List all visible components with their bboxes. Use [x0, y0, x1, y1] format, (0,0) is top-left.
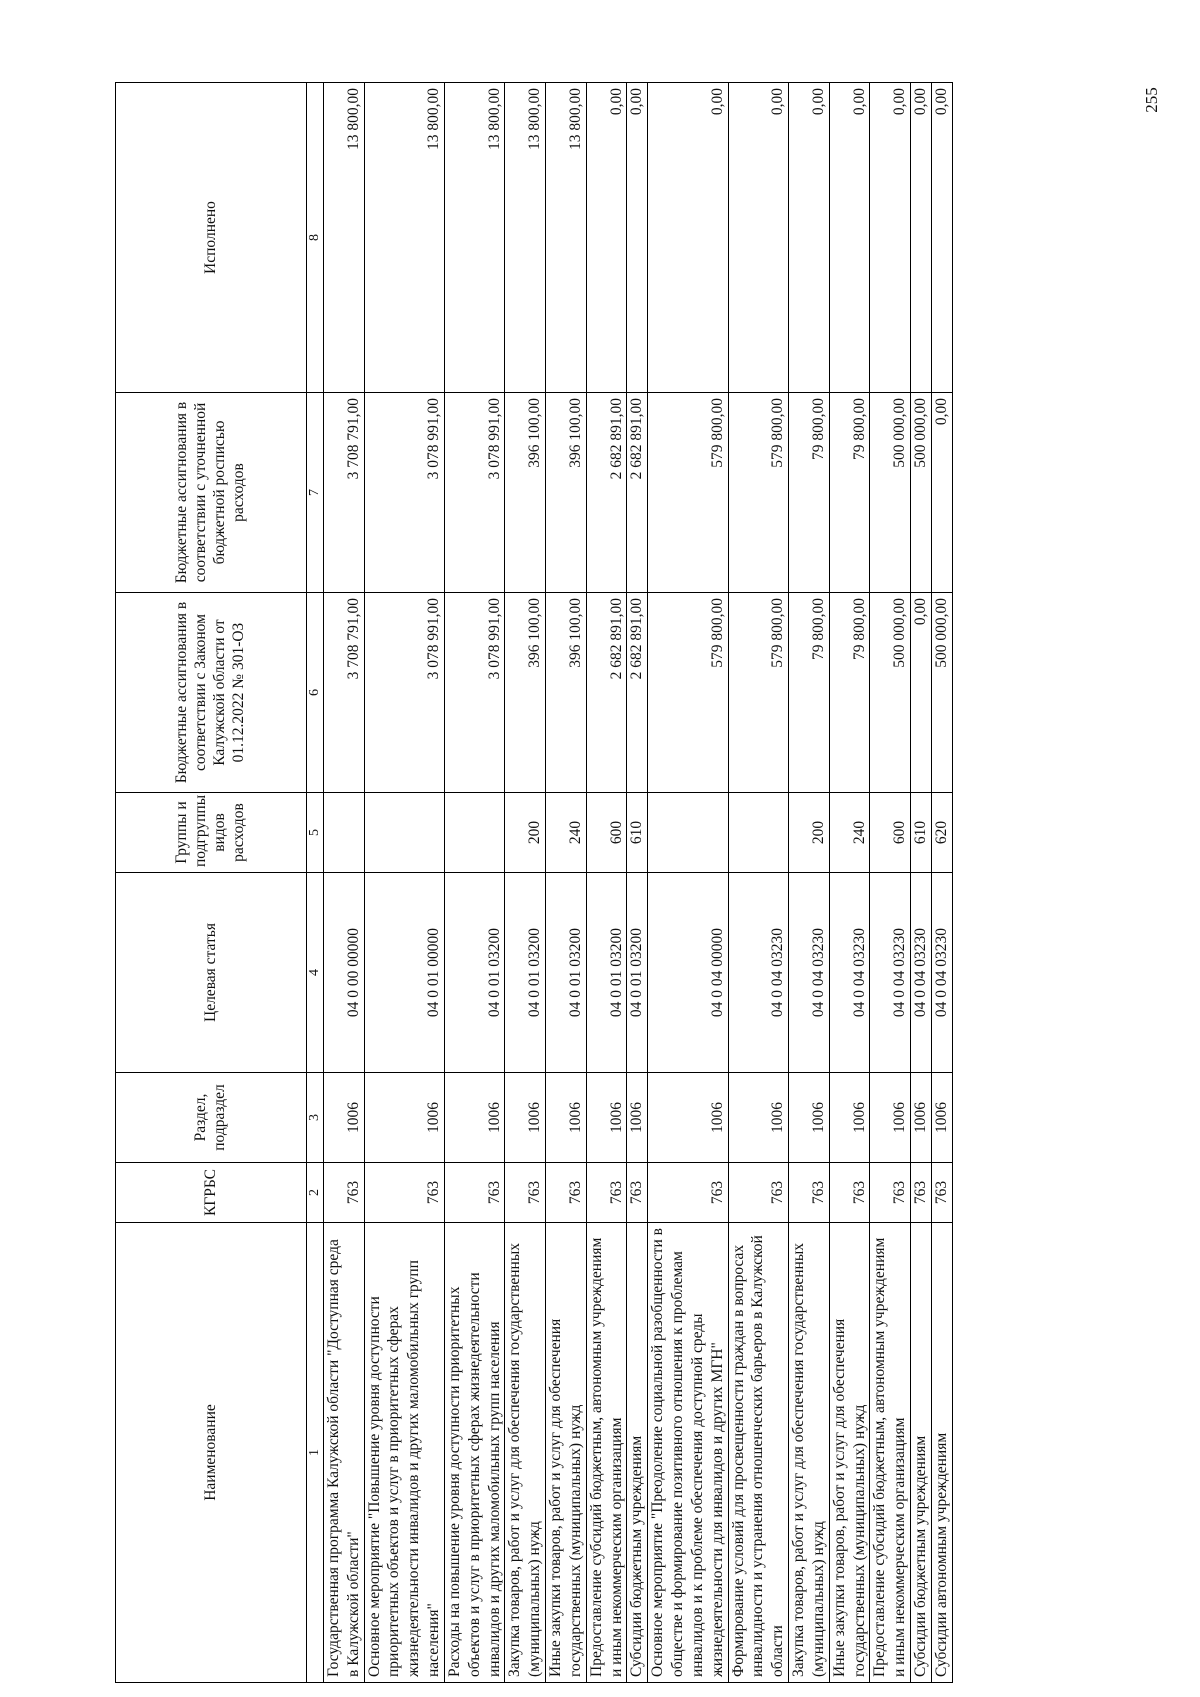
- header-name: Наименование: [116, 1223, 307, 1683]
- table-row: [911, 83, 932, 1683]
- cell-executed: 13 800,00: [546, 83, 587, 393]
- cell-refined: 2 682 891,00: [627, 393, 648, 593]
- cell-group: 610: [627, 793, 648, 873]
- table-row: [364, 83, 444, 1683]
- cell-name: Субсидии автономным учреждениям: [931, 1223, 952, 1683]
- cell-target: 04 0 01 03200: [627, 873, 648, 1073]
- cell-refined: 500 000,00: [870, 393, 911, 593]
- cell-section: 1006: [870, 1073, 911, 1163]
- cell-law: 0,00: [911, 593, 932, 793]
- cell-ktrbs: 763: [728, 1163, 788, 1223]
- cell-law: 3 708 791,00: [324, 593, 365, 793]
- header-ktrbs: КГРБС: [116, 1163, 307, 1223]
- cell-refined: 2 682 891,00: [586, 393, 627, 593]
- cell-refined: 3 078 991,00: [364, 393, 444, 593]
- cell-ktrbs: 763: [648, 1163, 728, 1223]
- cell-group: 620: [931, 793, 952, 873]
- cell-executed: 13 800,00: [364, 83, 444, 393]
- cell-ktrbs: 763: [586, 1163, 627, 1223]
- header-section: Раздел, подраздел: [116, 1073, 307, 1163]
- cell-name: Расходы на повышение уровня доступности приоритетных объектов и услуг в приоритетных сферах жизнедеятельности инвалидов и других маломобильных групп населения: [444, 1223, 504, 1683]
- cell-refined: 396 100,00: [546, 393, 587, 593]
- column-number: 6: [307, 593, 324, 793]
- cell-group: [364, 793, 444, 873]
- budget-table-container: [115, 83, 1010, 1683]
- cell-name: Предоставление субсидий бюджетным, автономным учреждениям и иным некоммерческим организациям: [870, 1223, 911, 1683]
- cell-law: 3 078 991,00: [444, 593, 504, 793]
- cell-executed: 0,00: [931, 83, 952, 393]
- cell-ktrbs: 763: [546, 1163, 587, 1223]
- header-law: Бюджетные ассигнования в соответствии с Законом Калужской области от 01.12.2022 № 301-ОЗ: [116, 593, 307, 793]
- cell-target: 04 0 04 03230: [829, 873, 870, 1073]
- table-row: [728, 83, 788, 1683]
- cell-group: [728, 793, 788, 873]
- cell-ktrbs: 763: [931, 1163, 952, 1223]
- header-executed: Исполнено: [116, 83, 307, 393]
- cell-target: 04 0 04 03230: [728, 873, 788, 1073]
- cell-section: 1006: [627, 1073, 648, 1163]
- cell-group: 200: [505, 793, 546, 873]
- cell-executed: 0,00: [870, 83, 911, 393]
- cell-refined: 500 000,00: [911, 393, 932, 593]
- cell-executed: 13 800,00: [324, 83, 365, 393]
- header-row: [116, 83, 307, 1683]
- cell-executed: 0,00: [586, 83, 627, 393]
- cell-executed: 0,00: [627, 83, 648, 393]
- cell-name: Субсидии бюджетным учреждениям: [627, 1223, 648, 1683]
- cell-executed: 0,00: [728, 83, 788, 393]
- cell-group: 240: [546, 793, 587, 873]
- cell-ktrbs: 763: [444, 1163, 504, 1223]
- cell-refined: 396 100,00: [505, 393, 546, 593]
- header-target: Целевая статья: [116, 873, 307, 1073]
- cell-group: [324, 793, 365, 873]
- cell-law: 2 682 891,00: [586, 593, 627, 793]
- cell-executed: 0,00: [829, 83, 870, 393]
- cell-section: 1006: [789, 1073, 830, 1163]
- cell-refined: 579 800,00: [648, 393, 728, 593]
- cell-group: 610: [911, 793, 932, 873]
- table-row: [648, 83, 728, 1683]
- table-row: [627, 83, 648, 1683]
- cell-target: 04 0 01 03200: [505, 873, 546, 1073]
- cell-law: 500 000,00: [931, 593, 952, 793]
- cell-executed: 0,00: [911, 83, 932, 393]
- cell-name: Основное мероприятие "Преодоление социальной разобщенности в обществе и формирование позитивного отношения к проблемам инвалидов и к проблеме обеспечения доступной среды жизнедеятельности для инвалидов и других МГН": [648, 1223, 728, 1683]
- cell-name: Закупка товаров, работ и услуг для обеспечения государственных (муниципальных) нужд: [789, 1223, 830, 1683]
- cell-name: Формирование условий для просвещенности граждан в вопросах инвалидности и устранения отношенческих барьеров в Калужской области: [728, 1223, 788, 1683]
- cell-ktrbs: 763: [789, 1163, 830, 1223]
- header-refined: Бюджетные ассигнования в соответствии с уточненной бюджетной росписью расходов: [116, 393, 307, 593]
- cell-law: 3 078 991,00: [364, 593, 444, 793]
- cell-name: Иные закупки товаров, работ и услуг для обеспечения государственных (муниципальных) нужд: [546, 1223, 587, 1683]
- table-row: [789, 83, 830, 1683]
- cell-law: 500 000,00: [870, 593, 911, 793]
- cell-target: 04 0 01 03200: [546, 873, 587, 1073]
- cell-refined: 579 800,00: [728, 393, 788, 593]
- cell-section: 1006: [324, 1073, 365, 1163]
- cell-ktrbs: 763: [364, 1163, 444, 1223]
- cell-section: 1006: [364, 1073, 444, 1163]
- cell-ktrbs: 763: [505, 1163, 546, 1223]
- cell-ktrbs: 763: [829, 1163, 870, 1223]
- column-number: 4: [307, 873, 324, 1073]
- cell-ktrbs: 763: [911, 1163, 932, 1223]
- cell-law: 396 100,00: [546, 593, 587, 793]
- cell-section: 1006: [505, 1073, 546, 1163]
- cell-target: 04 0 01 03200: [444, 873, 504, 1073]
- cell-refined: 79 800,00: [829, 393, 870, 593]
- cell-ktrbs: 763: [870, 1163, 911, 1223]
- cell-section: 1006: [586, 1073, 627, 1163]
- cell-name: Государственная программа Калужской области "Доступная среда в Калужской области": [324, 1223, 365, 1683]
- table-row: [444, 83, 504, 1683]
- page-number: [1137, 70, 1167, 130]
- cell-section: 1006: [911, 1073, 932, 1163]
- cell-law: 396 100,00: [505, 593, 546, 793]
- header-groups: Группы и подгруппы видов расходов: [116, 793, 307, 873]
- cell-group: [444, 793, 504, 873]
- cell-target: 04 0 04 03230: [931, 873, 952, 1073]
- cell-name: Предоставление субсидий бюджетным, автономным учреждениям и иным некоммерческим организациям: [586, 1223, 627, 1683]
- table-row: [324, 83, 365, 1683]
- cell-section: 1006: [931, 1073, 952, 1163]
- table-row: [586, 83, 627, 1683]
- cell-target: 04 0 04 00000: [648, 873, 728, 1073]
- cell-executed: 13 800,00: [444, 83, 504, 393]
- column-number-row: [307, 83, 324, 1683]
- cell-refined: 3 078 991,00: [444, 393, 504, 593]
- cell-refined: 0,00: [931, 393, 952, 593]
- cell-executed: 0,00: [648, 83, 728, 393]
- column-number: 1: [307, 1223, 324, 1683]
- cell-target: 04 0 04 03230: [911, 873, 932, 1073]
- cell-group: 600: [870, 793, 911, 873]
- cell-law: 579 800,00: [728, 593, 788, 793]
- cell-executed: 0,00: [789, 83, 830, 393]
- table-row: [870, 83, 911, 1683]
- cell-group: 200: [789, 793, 830, 873]
- column-number: 2: [307, 1163, 324, 1223]
- table-row: [546, 83, 587, 1683]
- cell-section: 1006: [728, 1073, 788, 1163]
- cell-executed: 13 800,00: [505, 83, 546, 393]
- cell-target: 04 0 00 00000: [324, 873, 365, 1073]
- column-number: 3: [307, 1073, 324, 1163]
- cell-name: Основное мероприятие "Повышение уровня доступности приоритетных объектов и услуг в приоритетных сферах жизнедеятельности инвалидов и других маломобильных групп населения": [364, 1223, 444, 1683]
- cell-law: 2 682 891,00: [627, 593, 648, 793]
- cell-group: 240: [829, 793, 870, 873]
- table-row: [505, 83, 546, 1683]
- cell-group: 600: [586, 793, 627, 873]
- cell-law: 579 800,00: [648, 593, 728, 793]
- column-number: 8: [307, 83, 324, 393]
- cell-section: 1006: [829, 1073, 870, 1163]
- page-number-text: 255: [1142, 87, 1161, 113]
- cell-law: 79 800,00: [789, 593, 830, 793]
- column-number: 5: [307, 793, 324, 873]
- column-number: 7: [307, 393, 324, 593]
- cell-group: [648, 793, 728, 873]
- cell-law: 79 800,00: [829, 593, 870, 793]
- cell-section: 1006: [546, 1073, 587, 1163]
- cell-name: Закупка товаров, работ и услуг для обеспечения государственных (муниципальных) нужд: [505, 1223, 546, 1683]
- cell-ktrbs: 763: [627, 1163, 648, 1223]
- cell-refined: 79 800,00: [789, 393, 830, 593]
- cell-section: 1006: [444, 1073, 504, 1163]
- cell-refined: 3 708 791,00: [324, 393, 365, 593]
- cell-name: Иные закупки товаров, работ и услуг для обеспечения государственных (муниципальных) нужд: [829, 1223, 870, 1683]
- cell-target: 04 0 04 03230: [789, 873, 830, 1073]
- table-row: [931, 83, 952, 1683]
- cell-target: 04 0 01 00000: [364, 873, 444, 1073]
- cell-section: 1006: [648, 1073, 728, 1163]
- budget-table: [115, 82, 953, 1683]
- cell-name: Субсидии бюджетным учреждениям: [911, 1223, 932, 1683]
- cell-target: 04 0 01 03200: [586, 873, 627, 1073]
- table-row: [829, 83, 870, 1683]
- cell-target: 04 0 04 03230: [870, 873, 911, 1073]
- cell-ktrbs: 763: [324, 1163, 365, 1223]
